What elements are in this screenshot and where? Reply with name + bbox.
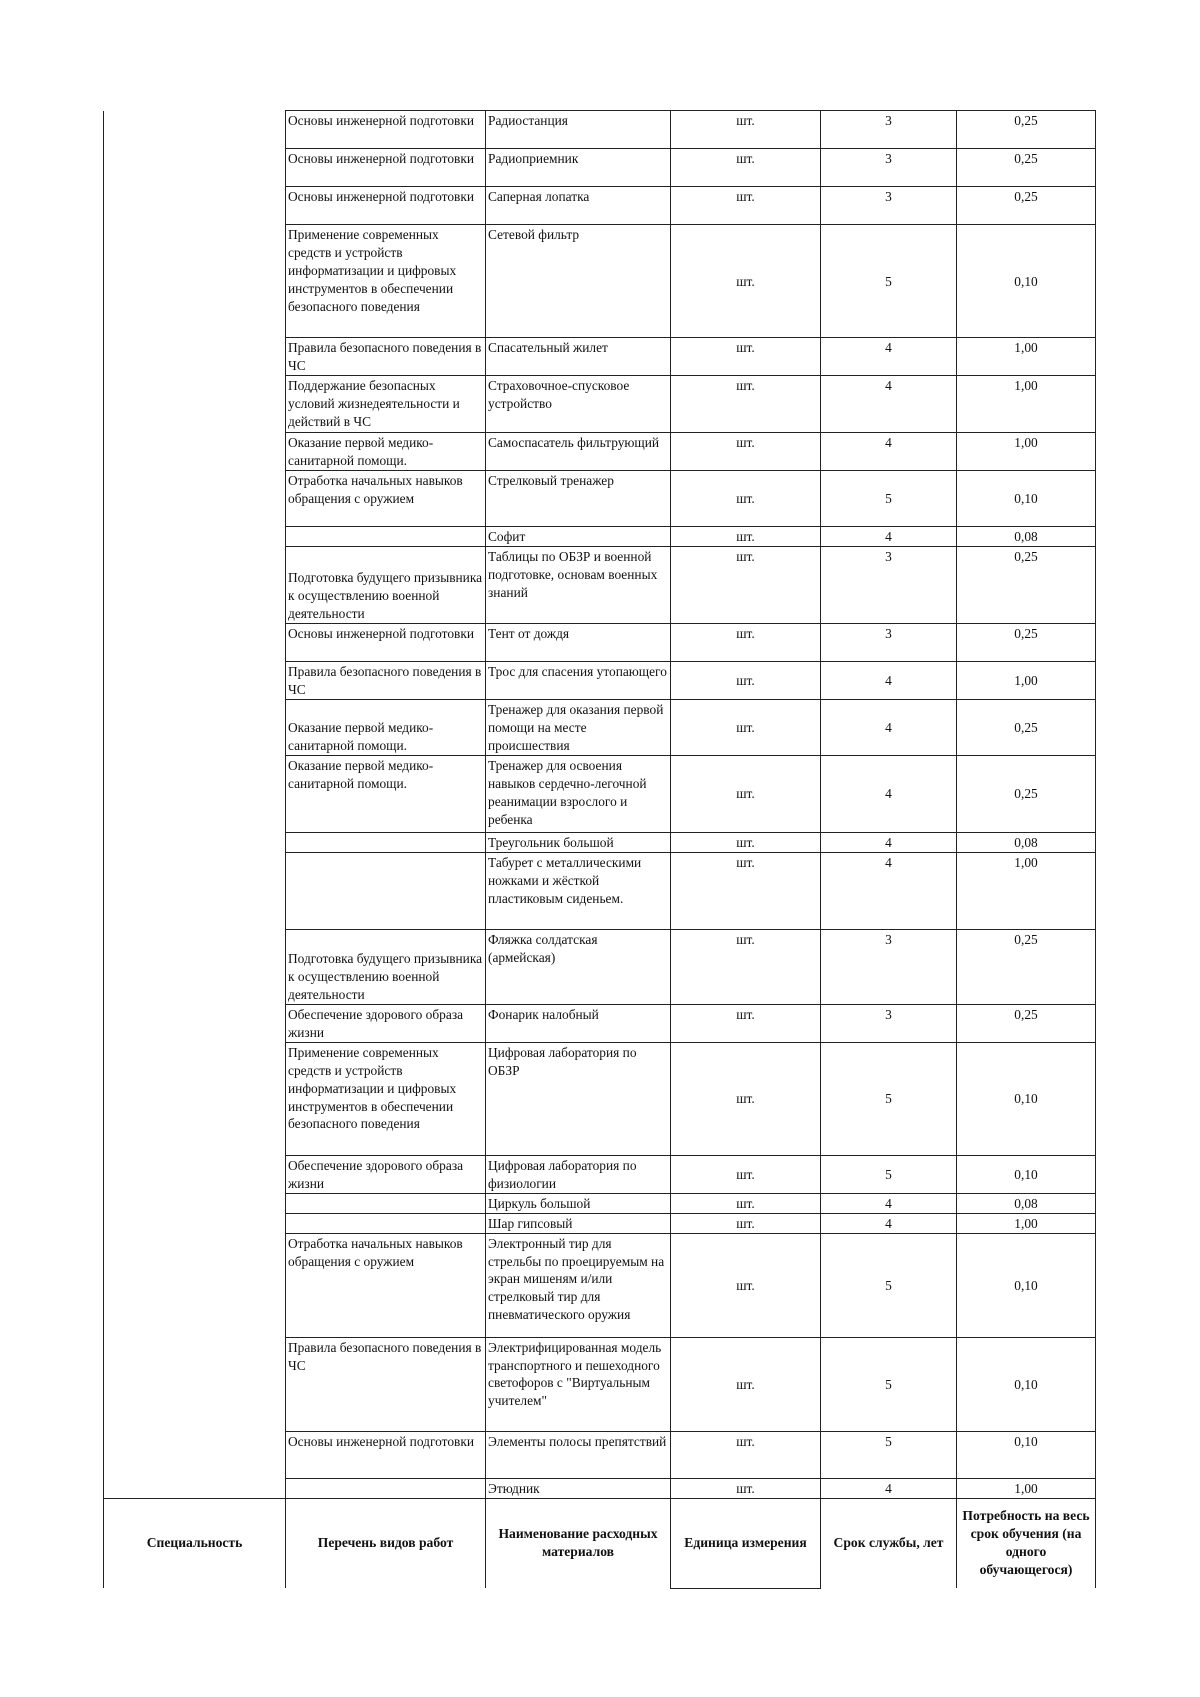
requirement-cell: 0,25 — [957, 623, 1096, 661]
service-life-cell: 3 — [821, 111, 957, 149]
work-type-cell: Отработка начальных навыков обращения с оружием — [286, 1233, 486, 1337]
unit-cell: шт. — [671, 527, 821, 547]
requirement-cell: 0,25 — [957, 111, 1096, 149]
consumable-name-cell: Цифровая лаборатория по физиологии — [486, 1155, 671, 1193]
service-life-cell: 3 — [821, 929, 957, 1004]
specialty-cell — [104, 1004, 286, 1042]
unit-cell: шт. — [671, 338, 821, 376]
unit-cell: шт. — [671, 1193, 821, 1213]
service-life-cell: 4 — [821, 699, 957, 755]
work-type-cell: Правила безопасного поведения в ЧС — [286, 1337, 486, 1431]
consumable-name-cell: Радиостанция — [486, 111, 671, 149]
requirement-cell: 0,25 — [957, 1004, 1096, 1042]
table-row — [104, 546, 1096, 623]
work-type-cell — [286, 527, 486, 547]
unit-cell: шт. — [671, 699, 821, 755]
table-body — [104, 111, 1096, 1499]
consumable-name-cell: Шар гипсовый — [486, 1213, 671, 1233]
work-type-cell: Подготовка будущего призывника к осуществлению военной деятельности — [286, 546, 486, 623]
consumable-name-cell: Софит — [486, 527, 671, 547]
consumable-name-cell: Треугольник большой — [486, 832, 671, 852]
specialty-cell — [104, 149, 286, 187]
work-type-cell — [286, 1478, 486, 1498]
specialty-cell — [104, 699, 286, 755]
consumable-name-cell: Цифровая лаборатория по ОБЗР — [486, 1042, 671, 1155]
table-row — [104, 755, 1096, 832]
specialty-cell — [104, 1233, 286, 1337]
table-row — [104, 376, 1096, 433]
unit-cell: шт. — [671, 433, 821, 471]
consumable-name-cell: Табурет с металлическими ножками и жёсткой пластиковым сиденьем. — [486, 852, 671, 929]
table-row — [104, 111, 1096, 149]
unit-cell: шт. — [671, 832, 821, 852]
specialty-cell — [104, 225, 286, 338]
consumable-name-cell: Тент от дождя — [486, 623, 671, 661]
column-header-unit: Единица измерения — [671, 1498, 821, 1588]
table-row — [104, 527, 1096, 547]
column-header-consumables: Наименование расходных материалов — [486, 1498, 671, 1588]
specialty-cell — [104, 1155, 286, 1193]
service-life-cell: 5 — [821, 1337, 957, 1431]
requirement-cell: 0,10 — [957, 225, 1096, 338]
unit-cell: шт. — [671, 1004, 821, 1042]
requirement-cell: 1,00 — [957, 661, 1096, 699]
specialty-cell — [104, 546, 286, 623]
consumable-name-cell: Электрифицированная модель транспортного и пешеходного светофоров с "Виртуальным учителем" — [486, 1337, 671, 1431]
unit-cell: шт. — [671, 546, 821, 623]
table-row — [104, 1004, 1096, 1042]
consumable-name-cell: Фляжка солдатская (армейская) — [486, 929, 671, 1004]
specialty-cell — [104, 187, 286, 225]
consumable-name-cell: Таблицы по ОБЗР и военной подготовке, основам военных знаний — [486, 546, 671, 623]
requirement-cell: 0,08 — [957, 1193, 1096, 1213]
unit-cell: шт. — [671, 755, 821, 832]
requirement-cell: 0,08 — [957, 527, 1096, 547]
unit-cell: шт. — [671, 1042, 821, 1155]
consumable-name-cell: Этюдник — [486, 1478, 671, 1498]
specialty-cell — [104, 471, 286, 527]
table-row — [104, 433, 1096, 471]
table-row — [104, 1155, 1096, 1193]
specialty-cell — [104, 852, 286, 929]
specialty-cell — [104, 1478, 286, 1498]
consumable-name-cell: Фонарик налобный — [486, 1004, 671, 1042]
unit-cell: шт. — [671, 111, 821, 149]
unit-cell: шт. — [671, 1478, 821, 1498]
specialty-cell — [104, 1431, 286, 1478]
requirement-cell: 1,00 — [957, 433, 1096, 471]
work-type-cell — [286, 1193, 486, 1213]
work-type-cell: Основы инженерной подготовки — [286, 111, 486, 149]
work-type-cell: Отработка начальных навыков обращения с оружием — [286, 471, 486, 527]
service-life-cell: 4 — [821, 376, 957, 433]
unit-cell: шт. — [671, 1233, 821, 1337]
service-life-cell: 4 — [821, 1193, 957, 1213]
work-type-cell: Основы инженерной подготовки — [286, 623, 486, 661]
work-type-cell: Обеспечение здорового образа жизни — [286, 1004, 486, 1042]
unit-cell: шт. — [671, 187, 821, 225]
work-type-cell: Основы инженерной подготовки — [286, 149, 486, 187]
table-row — [104, 661, 1096, 699]
work-type-cell: Поддержание безопасных условий жизнедеятельности и действий в ЧС — [286, 376, 486, 433]
table-row — [104, 1478, 1096, 1498]
table-row — [104, 832, 1096, 852]
unit-cell: шт. — [671, 661, 821, 699]
specialty-cell — [104, 661, 286, 699]
specialty-cell — [104, 832, 286, 852]
column-header-requirement: Потребность на весь срок обучения (на одного обучающегося) — [957, 1498, 1096, 1588]
specialty-cell — [104, 755, 286, 832]
service-life-cell: 4 — [821, 755, 957, 832]
work-type-cell — [286, 832, 486, 852]
unit-cell: шт. — [671, 852, 821, 929]
unit-cell: шт. — [671, 1431, 821, 1478]
specialty-cell — [104, 376, 286, 433]
consumable-name-cell: Сетевой фильтр — [486, 225, 671, 338]
consumable-name-cell: Тренажер для освоения навыков сердечно-легочной реанимации взрослого и ребенка — [486, 755, 671, 832]
table-row — [104, 1193, 1096, 1213]
consumable-name-cell: Самоспасатель фильтрующий — [486, 433, 671, 471]
table-row — [104, 852, 1096, 929]
work-type-cell: Оказание первой медико-санитарной помощи. — [286, 433, 486, 471]
column-header-work-types: Перечень видов работ — [286, 1498, 486, 1588]
work-type-cell: Оказание первой медико-санитарной помощи. — [286, 755, 486, 832]
specialty-cell — [104, 623, 286, 661]
table-row — [104, 1042, 1096, 1155]
requirement-cell: 0,10 — [957, 1431, 1096, 1478]
work-type-cell: Применение современных средств и устройств информатизации и цифровых инструментов в обеспечении безопасного поведения — [286, 1042, 486, 1155]
work-type-cell: Обеспечение здорового образа жизни — [286, 1155, 486, 1193]
work-type-cell: Оказание первой медико-санитарной помощи. — [286, 699, 486, 755]
work-type-cell: Основы инженерной подготовки — [286, 187, 486, 225]
service-life-cell: 3 — [821, 623, 957, 661]
service-life-cell: 4 — [821, 832, 957, 852]
requirement-cell: 1,00 — [957, 852, 1096, 929]
requirement-cell: 1,00 — [957, 376, 1096, 433]
requirement-cell: 0,10 — [957, 1042, 1096, 1155]
table-row — [104, 225, 1096, 338]
consumable-name-cell: Трос для спасения утопающего — [486, 661, 671, 699]
service-life-cell: 5 — [821, 1233, 957, 1337]
table-row — [104, 929, 1096, 1004]
service-life-cell: 4 — [821, 661, 957, 699]
unit-cell: шт. — [671, 1213, 821, 1233]
work-type-cell — [286, 852, 486, 929]
table-row — [104, 623, 1096, 661]
service-life-cell: 5 — [821, 1155, 957, 1193]
table-row — [104, 1337, 1096, 1431]
unit-cell: шт. — [671, 929, 821, 1004]
requirement-cell: 0,10 — [957, 1233, 1096, 1337]
requirement-cell: 0,25 — [957, 929, 1096, 1004]
service-life-cell: 5 — [821, 1431, 957, 1478]
requirement-cell: 1,00 — [957, 338, 1096, 376]
work-type-cell: Правила безопасного поведения в ЧС — [286, 338, 486, 376]
service-life-cell: 5 — [821, 225, 957, 338]
table-row — [104, 1213, 1096, 1233]
specialty-cell — [104, 1337, 286, 1431]
work-type-cell: Применение современных средств и устройств информатизации и цифровых инструментов в обеспечении безопасного поведения — [286, 225, 486, 338]
unit-cell: шт. — [671, 225, 821, 338]
service-life-cell: 4 — [821, 527, 957, 547]
table-row — [104, 1431, 1096, 1478]
unit-cell: шт. — [671, 1337, 821, 1431]
unit-cell: шт. — [671, 149, 821, 187]
unit-cell: шт. — [671, 471, 821, 527]
requirement-cell: 0,25 — [957, 755, 1096, 832]
table-row — [104, 699, 1096, 755]
service-life-cell: 4 — [821, 852, 957, 929]
consumable-name-cell: Электронный тир для стрельбы по проецируемым на экран мишеням и/или стрелковый тир для пневматического оружия — [486, 1233, 671, 1337]
specialty-cell — [104, 1193, 286, 1213]
work-type-cell: Основы инженерной подготовки — [286, 1431, 486, 1478]
table-row — [104, 1233, 1096, 1337]
specialty-cell — [104, 1213, 286, 1233]
specialty-cell — [104, 929, 286, 1004]
consumable-name-cell: Элементы полосы препятствий — [486, 1431, 671, 1478]
table-row — [104, 187, 1096, 225]
requirement-cell: 0,10 — [957, 1337, 1096, 1431]
unit-cell: шт. — [671, 1155, 821, 1193]
specialty-cell — [104, 338, 286, 376]
table-row — [104, 471, 1096, 527]
requirement-cell: 0,25 — [957, 149, 1096, 187]
work-type-cell — [286, 1213, 486, 1233]
requirement-cell: 0,10 — [957, 1155, 1096, 1193]
table-row — [104, 149, 1096, 187]
consumable-name-cell: Радиоприемник — [486, 149, 671, 187]
service-life-cell: 3 — [821, 149, 957, 187]
requirement-cell: 1,00 — [957, 1213, 1096, 1233]
column-header-service-life: Срок службы, лет — [821, 1498, 957, 1588]
specialty-cell — [104, 1042, 286, 1155]
consumable-name-cell: Циркуль большой — [486, 1193, 671, 1213]
consumable-name-cell: Страховочное-спусковое устройство — [486, 376, 671, 433]
service-life-cell: 4 — [821, 338, 957, 376]
service-life-cell: 3 — [821, 1004, 957, 1042]
consumable-name-cell: Стрелковый тренажер — [486, 471, 671, 527]
requirement-cell: 0,10 — [957, 471, 1096, 527]
consumable-name-cell: Тренажер для оказания первой помощи на месте происшествия — [486, 699, 671, 755]
requirement-cell: 0,25 — [957, 546, 1096, 623]
column-header-specialty: Специальность — [104, 1498, 286, 1588]
unit-cell: шт. — [671, 623, 821, 661]
specialty-cell — [104, 433, 286, 471]
table-header-row — [104, 1498, 1096, 1588]
service-life-cell: 5 — [821, 1042, 957, 1155]
service-life-cell: 3 — [821, 546, 957, 623]
service-life-cell: 4 — [821, 433, 957, 471]
requirement-cell: 0,25 — [957, 699, 1096, 755]
requirement-cell: 0,08 — [957, 832, 1096, 852]
specialty-cell — [104, 111, 286, 149]
service-life-cell: 3 — [821, 187, 957, 225]
specialty-cell — [104, 527, 286, 547]
requirement-cell: 0,25 — [957, 187, 1096, 225]
service-life-cell: 4 — [821, 1213, 957, 1233]
service-life-cell: 4 — [821, 1478, 957, 1498]
consumable-name-cell: Саперная лопатка — [486, 187, 671, 225]
materials-table — [103, 110, 1096, 1589]
work-type-cell: Подготовка будущего призывника к осуществлению военной деятельности — [286, 929, 486, 1004]
service-life-cell: 5 — [821, 471, 957, 527]
consumable-name-cell: Спасательный жилет — [486, 338, 671, 376]
table-row — [104, 338, 1096, 376]
unit-cell: шт. — [671, 376, 821, 433]
work-type-cell: Правила безопасного поведения в ЧС — [286, 661, 486, 699]
requirement-cell: 1,00 — [957, 1478, 1096, 1498]
